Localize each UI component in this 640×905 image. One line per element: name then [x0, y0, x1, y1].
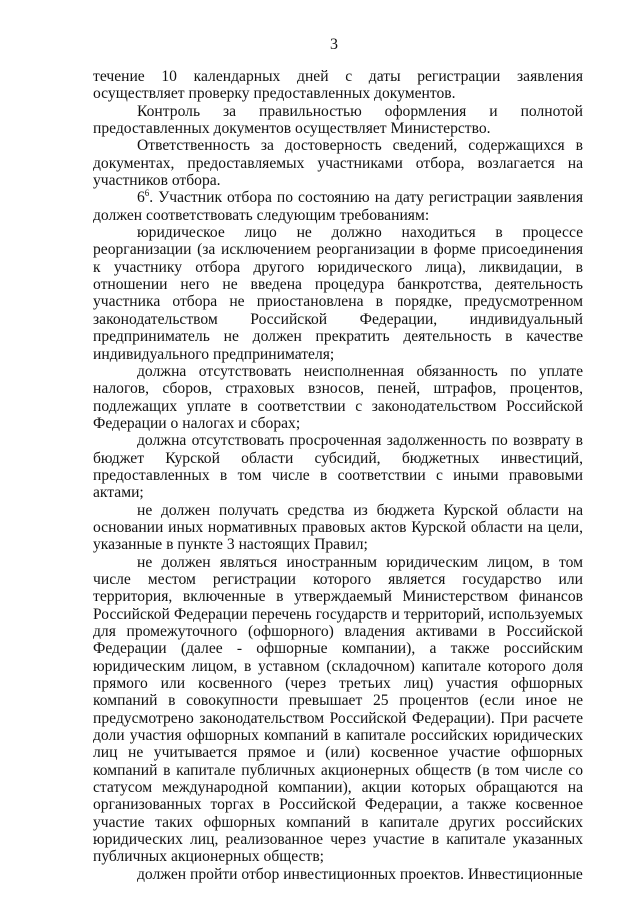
requirement-not-foreign-entity: не должен являться иностранным юридическим лицом, в том числе местом регистрации которого является государство или территория, включенные в утверждаемый Министерством финансов Российской Федерации перечень государств и территорий, используемых для промежуточного (офшорного) владения активами в Российской Федерации (далее - офшорные компании), а также российским юридическим лицом, в уставном (складочном) капитале которого доля прямого или косвенного (через третьих лиц) участия офшорных компаний в совокупности превышает 25 процентов (если иное не предусмотрено законодательством Российской Федерации). При расчете доли участия офшорных компаний в капитале российских юридических лиц не учитывается прямое и (или) косвенное участие офшорных компаний в капитале публичных акционерных обществ (в том числе со статусом международной компании), акции которых обращаются на организованных торгах в Российской Федерации, а также косвенное участие таких офшорных компаний в капитале других российских юридических лиц, реализованное через участие в капитале указанных публичных акционерных обществ; [93, 553, 583, 866]
requirement-reorganization: юридическое лицо не должно находиться в процессе реорганизации (за исключением реорганизации в форме присоединения к участнику отбора другого юридического лица), ликвидации, в отношении него не введена процедура банкротства, деятельность участника отбора не приостановлена в порядке, предусмотренном законодательством Российской Федерации, индивидуальный предприниматель не должен прекратить деятельность в качестве индивидуального предпринимателя; [93, 224, 583, 363]
paragraph-clause-6-6 [93, 189, 583, 224]
clause-text: . Участник отбора по состоянию на дату регистрации заявления должен соответствовать следующим требованиям: [93, 189, 583, 224]
requirement-overdue-debt: должна отсутствовать просроченная задолженность по возврату в бюджет Курской области субсидий, бюджетных инвестиций, предоставленных в том числе в соответствии с иными правовыми актами; [93, 432, 583, 502]
requirement-tax-obligations: должна отсутствовать неисполненная обязанность по уплате налогов, сборов, страховых взносов, пеней, штрафов, процентов, подлежащих уплате в соответствии с законодательством Российской Федерации о налогах и сборах; [93, 362, 583, 432]
paragraph-control: Контроль за правильностью оформления и полнотой предоставленных документов осуществляет Министерство. [93, 102, 583, 138]
requirement-investment-selection: должен пройти отбор инвестиционных проектов. Инвестиционные [137, 865, 583, 883]
paragraph-deadline: течение 10 календарных дней с даты регистрации заявления осуществляет проверку предоставленных документов. [93, 68, 583, 103]
requirement-no-other-funds: не должен получать средства из бюджета Курской области на основании иных нормативных правовых актов Курской области на цели, указанные в пункте 3 настоящих Правил; [93, 501, 583, 554]
paragraph-responsibility: Ответственность за достоверность сведений, содержащихся в документах, предоставляемых участниками отбора, возлагается на участников отбора. [93, 137, 583, 190]
clause-number: 6 [137, 189, 145, 207]
document-body [93, 68, 583, 883]
clause-superscript: 6 [144, 188, 150, 199]
page-number: 3 [330, 36, 338, 53]
